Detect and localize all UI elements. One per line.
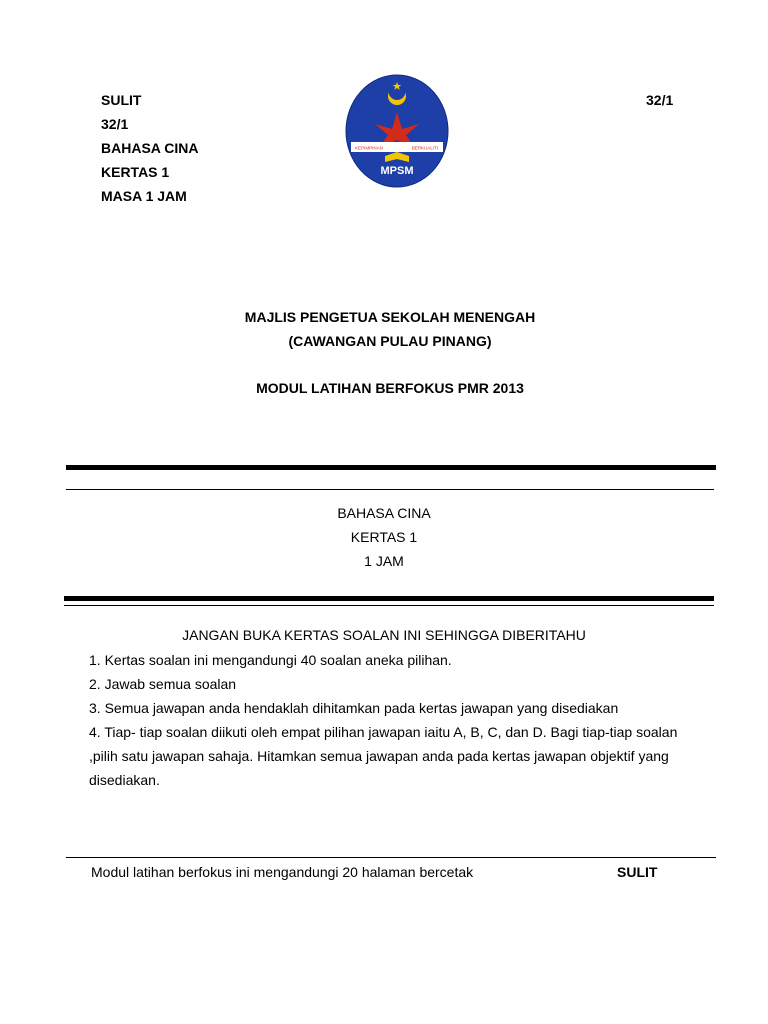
instruction-item: ,pilih satu jawapan sahaja. Hitamkan semua jawapan anda pada kertas jawapan objektif yang (89, 748, 669, 764)
classification-label: SULIT (101, 92, 142, 108)
instruction-list (89, 648, 689, 792)
warning-text: JANGAN BUKA KERTAS SOALAN INI SEHINGGA DIBERITAHU (182, 627, 586, 643)
footer-rule (66, 857, 716, 858)
subject-name: BAHASA CINA (101, 140, 199, 156)
branch-title: (CAWANGAN PULAU PINANG) (288, 333, 492, 349)
subject-line-3: 1 JAM (364, 553, 404, 569)
instruction-item: disediakan. (89, 772, 160, 788)
paper-code: 32/1 (101, 116, 129, 132)
header-right-code: 32/1 (646, 92, 674, 108)
bottom-thick-rule (64, 596, 714, 601)
duration: MASA 1 JAM (101, 188, 187, 204)
subject-line-2: KERTAS 1 (350, 529, 418, 545)
logo-name: MPSM (380, 165, 414, 177)
subject-line-1: BAHASA CINA (337, 505, 431, 521)
footer-classification: SULIT (617, 864, 658, 880)
header-left-block (101, 88, 198, 208)
footer-note: Modul latihan berfokus ini mengandungi 20 halaman bercetak (91, 864, 474, 880)
module-title: MODUL LATIHAN BERFOKUS PMR 2013 (256, 380, 524, 396)
council-title: MAJLIS PENGETUA SEKOLAH MENENGAH (244, 309, 536, 325)
top-thin-rule (66, 489, 714, 490)
logo-band-left: KEPIMPINAN (355, 145, 383, 151)
subject-block (0, 501, 768, 573)
logo-band-right: BERKUALITI (411, 145, 439, 151)
top-thick-rule (66, 465, 716, 470)
instruction-item: 4. Tiap- tiap soalan diikuti oleh empat pilihan jawapan iaitu A, B, C, dan D. Bagi tiap-tiap soalan (89, 724, 678, 740)
instruction-item: 2. Jawab semua soalan (89, 676, 237, 692)
instruction-item: 1. Kertas soalan ini mengandungi 40 soalan aneka pilihan. (89, 652, 452, 668)
paper-number: KERTAS 1 (101, 164, 170, 180)
mpsm-logo (345, 74, 449, 188)
instruction-item: 3. Semua jawapan anda hendaklah dihitamkan pada kertas jawapan yang disediakan (89, 700, 619, 716)
bottom-thin-rule (64, 605, 714, 606)
